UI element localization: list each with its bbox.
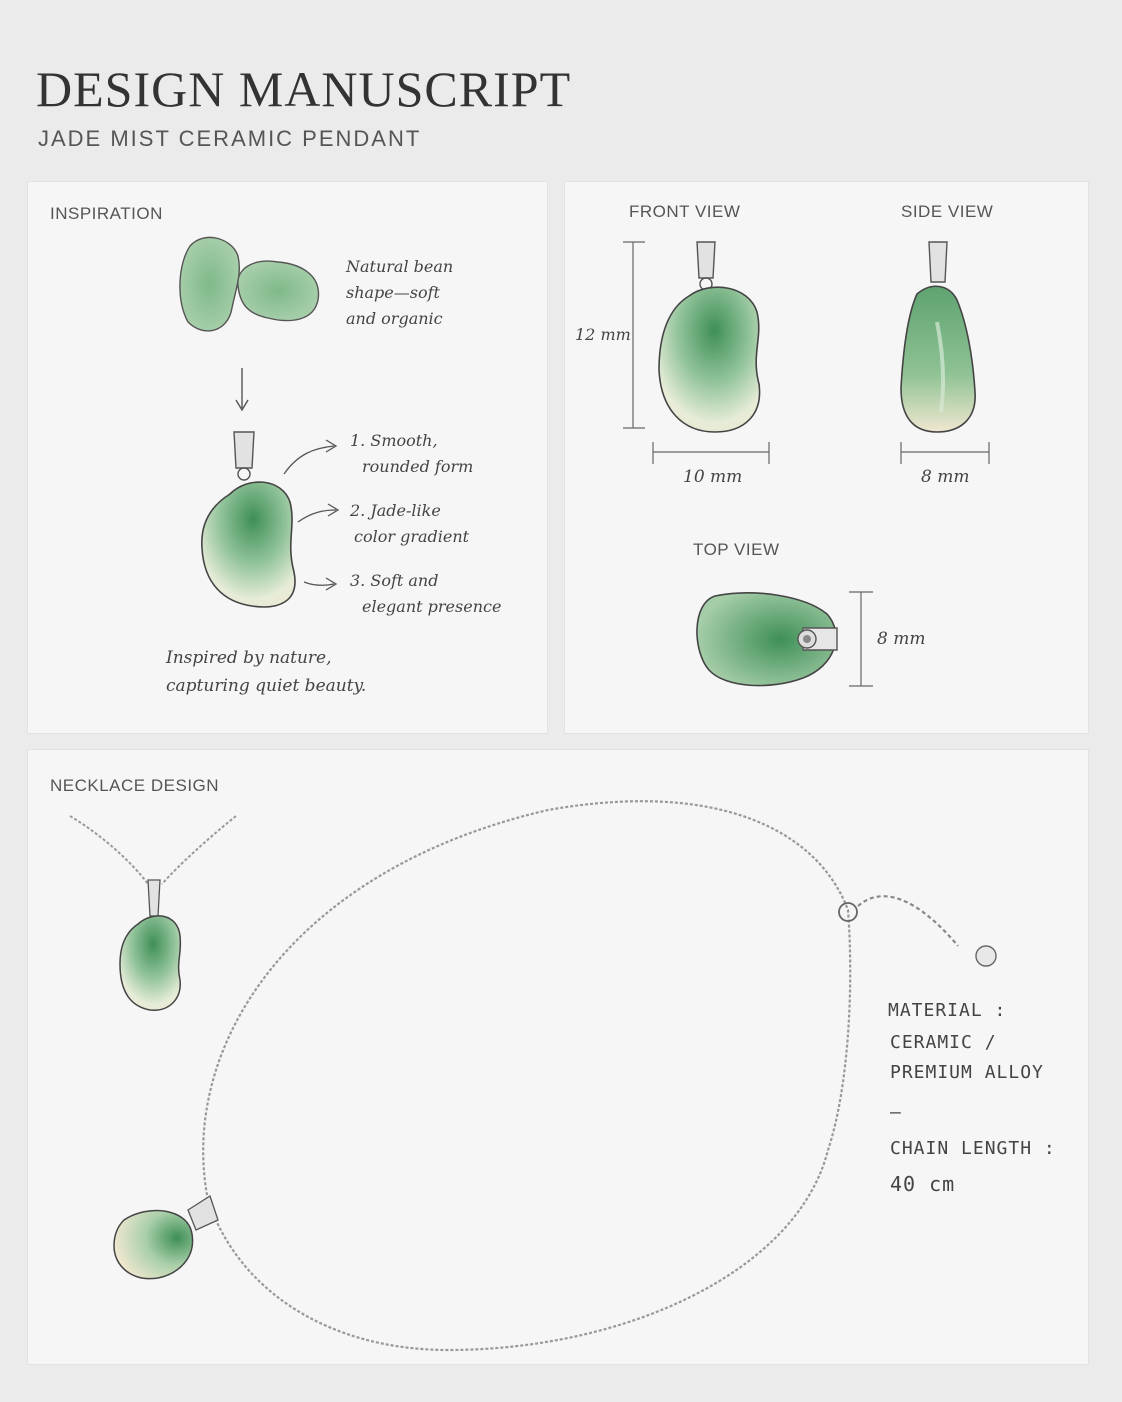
side-pendant [901,286,975,432]
top-depth-value: 8 mm [877,629,926,649]
front-view-label: FRONT VIEW [629,202,741,221]
design-point-2: 2. Jade-like color gradient [350,501,470,546]
pendant-jump-ring [238,468,250,480]
necklace-sketch [28,750,1088,1364]
chain-length-value: 40 cm [890,1172,956,1196]
chain-length-label: CHAIN LENGTH : [890,1138,1056,1159]
front-width-value: 10 mm [683,467,743,487]
pendant-bail [234,432,254,468]
pendant-body [202,482,295,607]
design-point-3: 3. Soft and elegant presence [350,571,502,616]
small-chain-left [70,816,148,884]
page-title: DESIGN MANUSCRIPT [36,61,572,117]
design-point-1: 1. Smooth, rounded form [350,431,474,476]
bean-sketch-left [180,237,239,331]
top-view-label: TOP VIEW [693,540,780,559]
small-pendant [120,916,180,1010]
material-label: MATERIAL : [888,1000,1007,1021]
extender-chain [858,896,958,946]
main-chain [203,801,850,1350]
necklace-label: NECKLACE DESIGN [50,776,220,795]
side-view-label: SIDE VIEW [901,202,994,221]
inspiration-label: INSPIRATION [50,204,163,223]
spec-divider: — [890,1102,902,1123]
front-pendant [659,287,760,432]
necklace-panel [28,750,1088,1364]
arrow-point-3 [304,582,334,585]
material-value-2: PREMIUM ALLOY [890,1062,1044,1083]
extender-bead [976,946,996,966]
material-value-1: CERAMIC / [890,1032,997,1053]
bean-sketch-right [238,261,319,320]
main-bail [188,1196,218,1230]
inspiration-footer: Inspired by nature, capturing quiet beauty. [166,648,367,696]
bean-note: Natural bean shape—soft and organic [346,257,454,328]
arrow-point-2 [298,510,336,522]
main-pendant [114,1211,193,1279]
views-sketch [565,182,1088,733]
page-subtitle: JADE MIST CERAMIC PENDANT [38,126,422,151]
views-panel [565,182,1088,733]
side-bail [929,242,947,282]
front-height-value: 12 mm [575,325,631,344]
side-width-value: 8 mm [921,467,970,487]
small-bail [148,880,160,916]
inspiration-panel [28,182,547,733]
front-bail [697,242,715,278]
small-chain-right [162,816,236,884]
arrow-point-1 [284,446,334,474]
